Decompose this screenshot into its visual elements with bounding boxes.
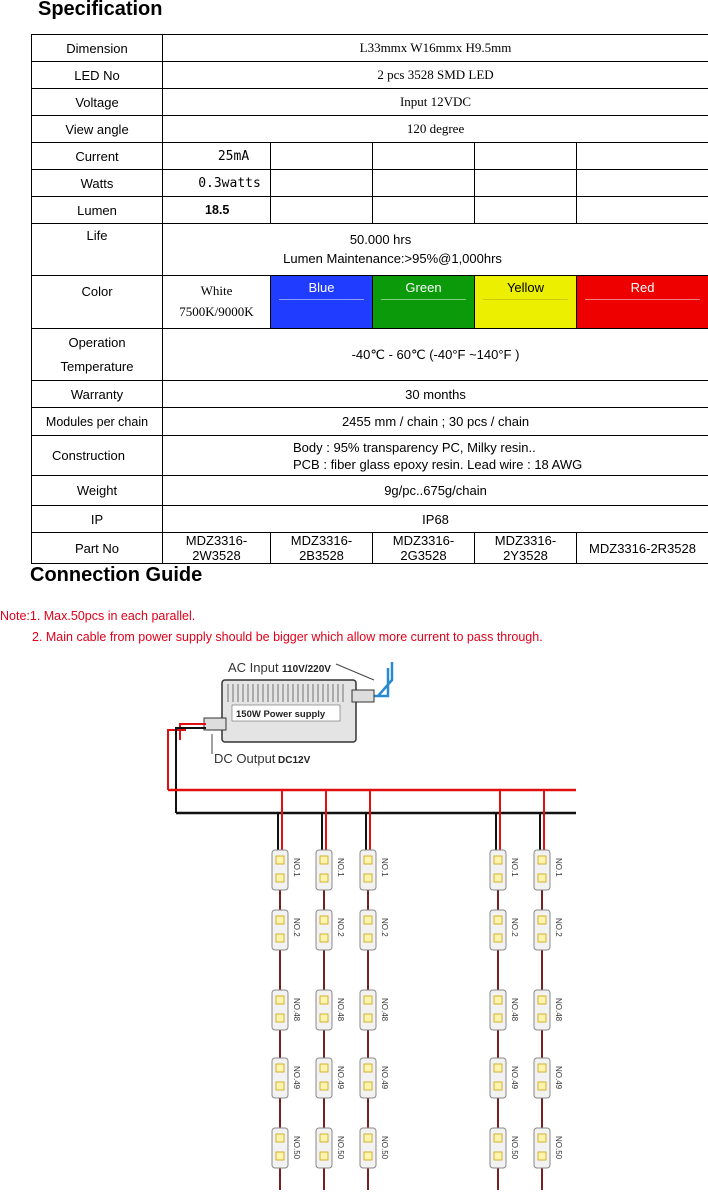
color-label: Color — [32, 276, 163, 329]
dc-positive-wire — [168, 724, 206, 790]
led-module — [534, 1128, 563, 1168]
voltage-value: Input 12VDC — [163, 89, 708, 116]
module-number-label: NO.50 — [292, 1136, 301, 1160]
row-current — [32, 143, 708, 170]
module-number-label: NO.1 — [510, 858, 519, 877]
smd-led — [494, 1134, 502, 1142]
color-blue-swatch — [271, 276, 373, 329]
smd-led — [538, 916, 546, 924]
color-yellow-swatch — [475, 276, 577, 329]
row-part-no — [32, 533, 708, 564]
led-module — [490, 1128, 519, 1168]
smd-led — [320, 996, 328, 1004]
smd-led — [276, 1152, 284, 1160]
led-module — [316, 850, 345, 890]
smd-led — [320, 1014, 328, 1022]
color-white-cell — [163, 276, 271, 329]
module-number-label: NO.48 — [380, 998, 389, 1022]
empty-cell — [475, 197, 577, 224]
construction-label: Construction — [32, 436, 163, 476]
module-number-label: NO.49 — [554, 1066, 563, 1090]
lumen-value: 18.5 — [163, 197, 271, 224]
construction-pcb: PCB : fiber glass epoxy resin. Lead wire : 18 AWG — [293, 456, 583, 472]
module-number-label: NO.50 — [510, 1136, 519, 1160]
module-chain — [490, 790, 519, 1190]
row-modules-per-chain — [32, 408, 708, 436]
smd-led — [320, 934, 328, 942]
color-blue-label: Blue — [279, 276, 364, 300]
life-hours: 50.000 hrs — [349, 232, 412, 247]
module-chains — [272, 790, 563, 1190]
color-red-swatch — [577, 276, 708, 329]
life-value — [163, 224, 708, 276]
part-no-blue: MDZ3316-2B3528 — [271, 533, 373, 564]
empty-cell — [577, 197, 708, 224]
empty-cell — [475, 170, 577, 197]
smd-led — [538, 856, 546, 864]
led-module — [360, 850, 389, 890]
construction-value — [163, 436, 708, 476]
empty-cell — [271, 197, 373, 224]
row-watts — [32, 170, 708, 197]
dc-negative-wire — [176, 728, 206, 813]
empty-cell — [373, 170, 475, 197]
led-module — [272, 990, 301, 1030]
module-number-label: NO.50 — [554, 1136, 563, 1160]
row-color — [32, 276, 708, 329]
ip-value: IP68 — [163, 506, 708, 533]
smd-led — [364, 856, 372, 864]
module-number-label: NO.49 — [336, 1066, 345, 1090]
smd-led — [538, 1152, 546, 1160]
smd-led — [320, 1064, 328, 1072]
led-module — [490, 910, 519, 950]
part-no-yellow: MDZ3316-2Y3528 — [475, 533, 577, 564]
led-module — [490, 850, 519, 890]
smd-led — [538, 874, 546, 882]
voltage-label: Voltage — [32, 89, 163, 116]
led-module — [272, 1128, 301, 1168]
led-module — [272, 850, 301, 890]
ac-leader-line — [336, 664, 374, 680]
module-chain — [360, 790, 389, 1190]
modules-label: Modules per chain — [32, 408, 163, 436]
part-no-white: MDZ3316-2W3528 — [163, 533, 271, 564]
smd-led — [320, 1152, 328, 1160]
smd-led — [494, 874, 502, 882]
module-number-label: NO.1 — [380, 858, 389, 877]
operation-label — [32, 329, 163, 381]
empty-cell — [271, 170, 373, 197]
smd-led — [494, 916, 502, 924]
note-line-2: 2. Main cable from power supply should be bigger which allow more current to pass through. — [32, 630, 543, 644]
warranty-value: 30 months — [163, 381, 708, 408]
ac-input-value: 110V/220V — [282, 664, 331, 675]
connection-notes — [0, 606, 543, 648]
smd-led — [276, 874, 284, 882]
dimension-value: L33mmx W16mmx H9.5mm — [163, 35, 708, 62]
row-weight — [32, 476, 708, 506]
led-module — [534, 850, 563, 890]
empty-cell — [271, 143, 373, 170]
module-number-label: NO.2 — [380, 918, 389, 937]
smd-led — [276, 1014, 284, 1022]
current-label: Current — [32, 143, 163, 170]
smd-led — [364, 1014, 372, 1022]
smd-led — [364, 1152, 372, 1160]
smd-led — [494, 1152, 502, 1160]
led-module — [316, 1058, 345, 1098]
led-module — [534, 990, 563, 1030]
module-chain — [534, 790, 563, 1190]
led-module — [490, 990, 519, 1030]
led-module — [272, 910, 301, 950]
operation-value: -40℃ - 60℃ (-40°F ~140°F ) — [163, 329, 708, 381]
color-red-label: Red — [585, 276, 700, 300]
dc-output-label: DC Output — [214, 751, 276, 766]
module-number-label: NO.49 — [510, 1066, 519, 1090]
smd-led — [276, 996, 284, 1004]
color-green-swatch — [373, 276, 475, 329]
watts-label: Watts — [32, 170, 163, 197]
psu-label: 150W Power supply — [236, 709, 326, 720]
smd-led — [276, 1082, 284, 1090]
empty-cell — [373, 197, 475, 224]
weight-value: 9g/pc..675g/chain — [163, 476, 708, 506]
view-angle-label: View angle — [32, 116, 163, 143]
smd-led — [320, 856, 328, 864]
dimension-label: Dimension — [32, 35, 163, 62]
led-module — [316, 990, 345, 1030]
module-number-label: NO.48 — [336, 998, 345, 1022]
smd-led — [364, 1082, 372, 1090]
smd-led — [494, 856, 502, 864]
led-module — [534, 910, 563, 950]
connection-diagram — [0, 650, 708, 1198]
row-warranty — [32, 381, 708, 408]
color-white-temp: 7500K/9000K — [179, 304, 254, 319]
power-supply — [204, 680, 374, 742]
led-module — [534, 1058, 563, 1098]
empty-cell — [577, 143, 708, 170]
module-chain — [272, 790, 301, 1190]
smd-led — [320, 916, 328, 924]
smd-led — [364, 996, 372, 1004]
view-angle-value: 120 degree — [163, 116, 708, 143]
modules-value: 2455 mm / chain ; 30 pcs / chain — [163, 408, 708, 436]
part-no-green: MDZ3316-2G3528 — [373, 533, 475, 564]
module-number-label: NO.1 — [292, 858, 301, 877]
led-module — [316, 910, 345, 950]
operation-label-line2: Temperature — [60, 358, 134, 374]
module-chain — [316, 790, 345, 1190]
led-module — [360, 990, 389, 1030]
module-number-label: NO.1 — [336, 858, 345, 877]
ac-input-label: AC Input — [228, 660, 279, 675]
note-line-1: Note:1. Max.50pcs in each parallel. — [0, 609, 196, 623]
color-yellow-label: Yellow — [483, 276, 568, 300]
smd-led — [494, 934, 502, 942]
life-label: Life — [32, 224, 163, 276]
smd-led — [364, 1064, 372, 1072]
connection-guide-heading: Connection Guide — [30, 564, 203, 586]
part-no-label: Part No — [32, 533, 163, 564]
module-number-label: NO.1 — [554, 858, 563, 877]
module-number-label: NO.49 — [292, 1066, 301, 1090]
row-operation-temperature — [32, 329, 708, 381]
smd-led — [276, 856, 284, 864]
smd-led — [364, 1134, 372, 1142]
color-white-name: White — [200, 283, 233, 298]
empty-cell — [577, 170, 708, 197]
smd-led — [364, 874, 372, 882]
empty-cell — [373, 143, 475, 170]
row-life — [32, 224, 708, 276]
smd-led — [538, 1014, 546, 1022]
led-module — [272, 1058, 301, 1098]
row-construction — [32, 436, 708, 476]
smd-led — [276, 1134, 284, 1142]
construction-body: Body : 95% transparency PC, Milky resin.. — [293, 439, 536, 455]
smd-led — [320, 1134, 328, 1142]
led-module — [360, 910, 389, 950]
ip-label: IP — [32, 506, 163, 533]
smd-led — [320, 1082, 328, 1090]
operation-label-line1: Operation — [68, 334, 126, 350]
module-number-label: NO.48 — [554, 998, 563, 1022]
led-no-label: LED No — [32, 62, 163, 89]
smd-led — [494, 996, 502, 1004]
smd-led — [538, 1082, 546, 1090]
row-ip — [32, 506, 708, 533]
module-number-label: NO.2 — [554, 918, 563, 937]
led-no-value: 2 pcs 3528 SMD LED — [163, 62, 708, 89]
specification-heading: Specification — [38, 0, 163, 20]
module-number-label: NO.48 — [292, 998, 301, 1022]
module-number-label: NO.49 — [380, 1066, 389, 1090]
dc-output-value: DC12V — [278, 755, 311, 766]
row-lumen — [32, 197, 708, 224]
module-number-label: NO.2 — [510, 918, 519, 937]
weight-label: Weight — [32, 476, 163, 506]
smd-led — [320, 874, 328, 882]
module-number-label: NO.48 — [510, 998, 519, 1022]
row-led-no — [32, 62, 708, 89]
led-module — [316, 1128, 345, 1168]
row-view-angle — [32, 116, 708, 143]
smd-led — [276, 934, 284, 942]
smd-led — [364, 934, 372, 942]
warranty-label: Warranty — [32, 381, 163, 408]
module-number-label: NO.50 — [380, 1136, 389, 1160]
ac-input-wire — [372, 662, 392, 696]
row-voltage — [32, 89, 708, 116]
empty-cell — [475, 143, 577, 170]
led-module — [360, 1058, 389, 1098]
watts-value: 0.3watts — [163, 170, 271, 197]
smd-led — [364, 916, 372, 924]
life-lumen-maintenance: Lumen Maintenance:>95%@1,000hrs — [283, 251, 502, 266]
module-number-label: NO.2 — [336, 918, 345, 937]
smd-led — [538, 1134, 546, 1142]
smd-led — [494, 1082, 502, 1090]
module-number-label: NO.50 — [336, 1136, 345, 1160]
part-no-red: MDZ3316-2R3528 — [577, 533, 708, 564]
led-module — [490, 1058, 519, 1098]
smd-led — [276, 916, 284, 924]
smd-led — [276, 1064, 284, 1072]
smd-led — [538, 996, 546, 1004]
led-module — [360, 1128, 389, 1168]
specification-table — [31, 34, 708, 564]
color-green-label: Green — [381, 276, 466, 300]
current-value: 25mA — [163, 143, 271, 170]
module-number-label: NO.2 — [292, 918, 301, 937]
smd-led — [538, 1064, 546, 1072]
lumen-label: Lumen — [32, 197, 163, 224]
smd-led — [538, 934, 546, 942]
smd-led — [494, 1064, 502, 1072]
row-dimension — [32, 35, 708, 62]
smd-led — [494, 1014, 502, 1022]
